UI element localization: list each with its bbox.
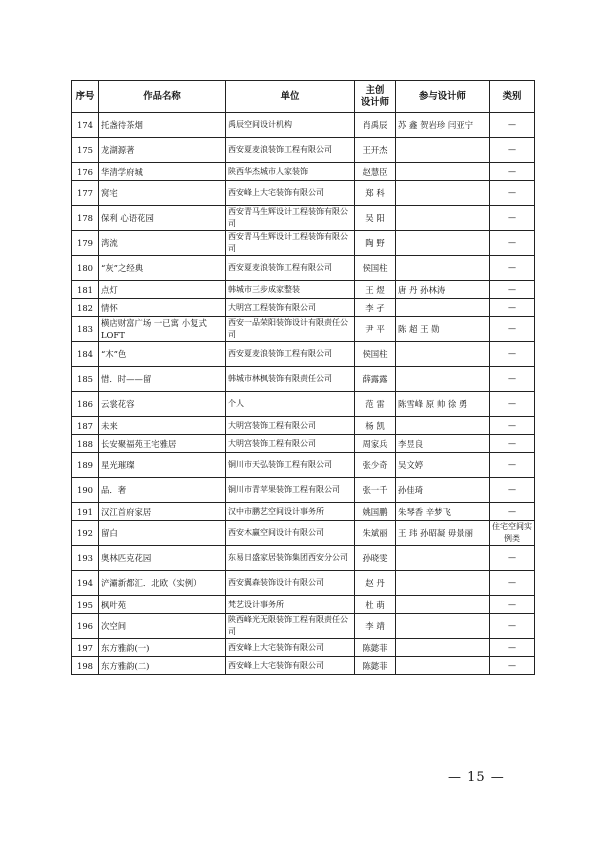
header-work-name: 作品名称: [99, 81, 226, 113]
cell-lead-designer: 尹 平: [355, 317, 396, 342]
cell-lead-designer: 杜 萌: [355, 596, 396, 614]
cell-lead-designer: 赵慧臣: [355, 163, 396, 181]
cell-work-name: 汉江首府家居: [99, 503, 226, 521]
cell-organization: 大明宫装饰工程有限公司: [226, 435, 355, 453]
cell-lead-designer: 王开杰: [355, 138, 396, 163]
cell-category: —: [490, 417, 535, 435]
cell-category: —: [490, 113, 535, 138]
table-row: [72, 435, 535, 453]
table-row: [72, 163, 535, 181]
cell-lead-designer: 侯国柱: [355, 256, 396, 281]
table-row: [72, 138, 535, 163]
cell-work-name: 湾流: [99, 231, 226, 256]
table-row: [72, 342, 535, 367]
table-row: [72, 281, 535, 299]
cell-work-name: 次空间: [99, 614, 226, 639]
cell-no: 181: [72, 281, 99, 299]
cell-no: 193: [72, 546, 99, 571]
cell-category: —: [490, 503, 535, 521]
cell-participants: 唐 丹 孙林涛: [396, 281, 490, 299]
cell-organization: 铜川市青苹果装饰工程有限公司: [226, 478, 355, 503]
cell-organization: 西安峰上大宅装饰有限公司: [226, 639, 355, 657]
table-row: [72, 521, 535, 546]
cell-work-name: 长安聚福苑王宅雅居: [99, 435, 226, 453]
cell-work-name: 品．奢: [99, 478, 226, 503]
cell-organization: 韩城市林枫装饰有限责任公司: [226, 367, 355, 392]
cell-work-name: 惜．时——留: [99, 367, 226, 392]
cell-category: —: [490, 317, 535, 342]
cell-no: 183: [72, 317, 99, 342]
cell-category: —: [490, 342, 535, 367]
cell-no: 184: [72, 342, 99, 367]
cell-lead-designer: 郑 科: [355, 181, 396, 206]
award-table: [71, 80, 535, 675]
cell-work-name: 浐灞新都汇．北欧（实例）: [99, 571, 226, 596]
table-row: [72, 596, 535, 614]
cell-organization: 西安青马生辉设计工程装饰有限公司: [226, 206, 355, 231]
cell-category: —: [490, 435, 535, 453]
header-no: 序号: [72, 81, 99, 113]
cell-participants: [396, 181, 490, 206]
cell-no: 188: [72, 435, 99, 453]
cell-category: —: [490, 181, 535, 206]
table-row: [72, 367, 535, 392]
cell-category: —: [490, 453, 535, 478]
cell-no: 187: [72, 417, 99, 435]
cell-category: —: [490, 256, 535, 281]
cell-no: 175: [72, 138, 99, 163]
cell-participants: [396, 256, 490, 281]
cell-no: 180: [72, 256, 99, 281]
cell-lead-designer: 杨 凯: [355, 417, 396, 435]
cell-no: 189: [72, 453, 99, 478]
cell-no: 190: [72, 478, 99, 503]
table-body: [72, 113, 535, 675]
cell-no: 186: [72, 392, 99, 417]
cell-category: —: [490, 138, 535, 163]
cell-lead-designer: 张一千: [355, 478, 396, 503]
cell-organization: 东易日盛家居装饰集团西安分公司: [226, 546, 355, 571]
cell-organization: 西安木赢空间设计有限公司: [226, 521, 355, 546]
cell-organization: 西安一品荣阳装饰设计有限责任公司: [226, 317, 355, 342]
cell-organization: 西安青马生辉设计工程装饰有限公司: [226, 231, 355, 256]
cell-lead-designer: 李 靖: [355, 614, 396, 639]
cell-work-name: 龙湖源著: [99, 138, 226, 163]
cell-work-name: “木”色: [99, 342, 226, 367]
table-row: [72, 392, 535, 417]
cell-participants: [396, 342, 490, 367]
cell-work-name: 横店财富广场 一已寓 小复式 LOFT: [99, 317, 226, 342]
cell-participants: [396, 163, 490, 181]
cell-participants: 朱琴香 辛梦飞: [396, 503, 490, 521]
cell-no: 195: [72, 596, 99, 614]
cell-participants: 吴文婷: [396, 453, 490, 478]
table-row: [72, 181, 535, 206]
cell-work-name: 星光璀璨: [99, 453, 226, 478]
cell-participants: [396, 546, 490, 571]
cell-category: —: [490, 163, 535, 181]
table-row: [72, 546, 535, 571]
table-row: [72, 478, 535, 503]
table-row: [72, 453, 535, 478]
cell-organization: 大明宫装饰工程有限公司: [226, 417, 355, 435]
cell-participants: [396, 206, 490, 231]
cell-no: 185: [72, 367, 99, 392]
table-row: [72, 256, 535, 281]
cell-no: 191: [72, 503, 99, 521]
cell-participants: 孙佳琦: [396, 478, 490, 503]
cell-participants: [396, 138, 490, 163]
cell-work-name: 窝宅: [99, 181, 226, 206]
cell-work-name: 奥林匹克花园: [99, 546, 226, 571]
cell-no: 182: [72, 299, 99, 317]
cell-participants: 李昱良: [396, 435, 490, 453]
cell-organization: 西安峰上大宅装饰有限公司: [226, 657, 355, 675]
cell-participants: 陈 超 王 勋: [396, 317, 490, 342]
table-row: [72, 317, 535, 342]
cell-category: —: [490, 657, 535, 675]
cell-lead-designer: 肖禹辰: [355, 113, 396, 138]
table-row: [72, 571, 535, 596]
cell-category: —: [490, 231, 535, 256]
cell-category: 住宅空间实例类: [490, 521, 535, 546]
cell-lead-designer: 李 孑: [355, 299, 396, 317]
cell-organization: 西安翼森装饰设计有限公司: [226, 571, 355, 596]
cell-participants: [396, 231, 490, 256]
header-organization: 单位: [226, 81, 355, 113]
cell-no: 174: [72, 113, 99, 138]
cell-organization: 大明宫工程装饰有限公司: [226, 299, 355, 317]
cell-participants: 苏 鑫 贺岩珍 闫亚宁: [396, 113, 490, 138]
cell-organization: 西安夏麦浪装饰工程有限公司: [226, 138, 355, 163]
cell-participants: [396, 596, 490, 614]
cell-organization: 陕西华杰城市人家装饰: [226, 163, 355, 181]
cell-organization: 禹辰空间设计机构: [226, 113, 355, 138]
cell-lead-designer: 赵 丹: [355, 571, 396, 596]
cell-no: 198: [72, 657, 99, 675]
table-row: [72, 113, 535, 138]
cell-lead-designer: 朱斌丽: [355, 521, 396, 546]
cell-category: —: [490, 639, 535, 657]
cell-category: —: [490, 392, 535, 417]
cell-organization: 韩城市三步成家整装: [226, 281, 355, 299]
cell-category: —: [490, 281, 535, 299]
cell-work-name: 点灯: [99, 281, 226, 299]
header-participants: 参与设计师: [396, 81, 490, 113]
cell-category: —: [490, 206, 535, 231]
cell-category: —: [490, 546, 535, 571]
cell-organization: 梵艺设计事务所: [226, 596, 355, 614]
cell-category: —: [490, 614, 535, 639]
cell-lead-designer: 陶 野: [355, 231, 396, 256]
cell-lead-designer: 姚国鹏: [355, 503, 396, 521]
cell-work-name: 华清学府城: [99, 163, 226, 181]
cell-organization: 陕西峰光无限装饰工程有限责任公司: [226, 614, 355, 639]
cell-work-name: 枫叶苑: [99, 596, 226, 614]
cell-no: 178: [72, 206, 99, 231]
cell-no: 194: [72, 571, 99, 596]
header-row: [72, 81, 535, 113]
cell-organization: 西安夏麦浪装饰工程有限公司: [226, 342, 355, 367]
cell-participants: [396, 417, 490, 435]
table-row: [72, 614, 535, 639]
cell-category: —: [490, 571, 535, 596]
cell-lead-designer: 孙晓雯: [355, 546, 396, 571]
header-category: 类别: [490, 81, 535, 113]
cell-no: 176: [72, 163, 99, 181]
cell-participants: [396, 299, 490, 317]
cell-lead-designer: 范 雷: [355, 392, 396, 417]
cell-category: —: [490, 299, 535, 317]
cell-work-name: “灰”之经典: [99, 256, 226, 281]
table-row: [72, 231, 535, 256]
cell-participants: 陈雪峰 原 帅 徐 勇: [396, 392, 490, 417]
cell-no: 179: [72, 231, 99, 256]
table-row: [72, 417, 535, 435]
table-row: [72, 503, 535, 521]
cell-lead-designer: 侯国柱: [355, 342, 396, 367]
cell-work-name: 云裳花容: [99, 392, 226, 417]
cell-participants: [396, 367, 490, 392]
cell-lead-designer: 陈懿菲: [355, 657, 396, 675]
cell-category: —: [490, 478, 535, 503]
cell-lead-designer: 薛露露: [355, 367, 396, 392]
cell-organization: 汉中市鹏艺空间设计事务所: [226, 503, 355, 521]
cell-category: —: [490, 596, 535, 614]
header-lead-designer: 主创 设计师: [355, 81, 396, 113]
cell-participants: 王 玮 孙昭凝 毋景丽: [396, 521, 490, 546]
table-row: [72, 639, 535, 657]
cell-no: 197: [72, 639, 99, 657]
cell-participants: [396, 639, 490, 657]
cell-lead-designer: 吴 阳: [355, 206, 396, 231]
cell-lead-designer: 陈懿菲: [355, 639, 396, 657]
cell-organization: 个人: [226, 392, 355, 417]
cell-lead-designer: 张少奇: [355, 453, 396, 478]
cell-work-name: 保利 心语花园: [99, 206, 226, 231]
cell-participants: [396, 571, 490, 596]
cell-work-name: 情怀: [99, 299, 226, 317]
cell-no: 196: [72, 614, 99, 639]
cell-no: 192: [72, 521, 99, 546]
cell-work-name: 未来: [99, 417, 226, 435]
cell-no: 177: [72, 181, 99, 206]
table-row: [72, 206, 535, 231]
table-row: [72, 657, 535, 675]
cell-participants: [396, 614, 490, 639]
cell-work-name: 托盏待茶烟: [99, 113, 226, 138]
cell-work-name: 留白: [99, 521, 226, 546]
cell-organization: 西安峰上大宅装饰有限公司: [226, 181, 355, 206]
cell-organization: 铜川市天弘装饰工程有限公司: [226, 453, 355, 478]
page-number: — 15 —: [448, 770, 505, 785]
cell-participants: [396, 657, 490, 675]
cell-category: —: [490, 367, 535, 392]
cell-work-name: 东方雅韵(二): [99, 657, 226, 675]
cell-lead-designer: 周家兵: [355, 435, 396, 453]
cell-lead-designer: 王 煜: [355, 281, 396, 299]
cell-organization: 西安夏麦浪装饰工程有限公司: [226, 256, 355, 281]
table-row: [72, 299, 535, 317]
cell-work-name: 东方雅韵(一): [99, 639, 226, 657]
